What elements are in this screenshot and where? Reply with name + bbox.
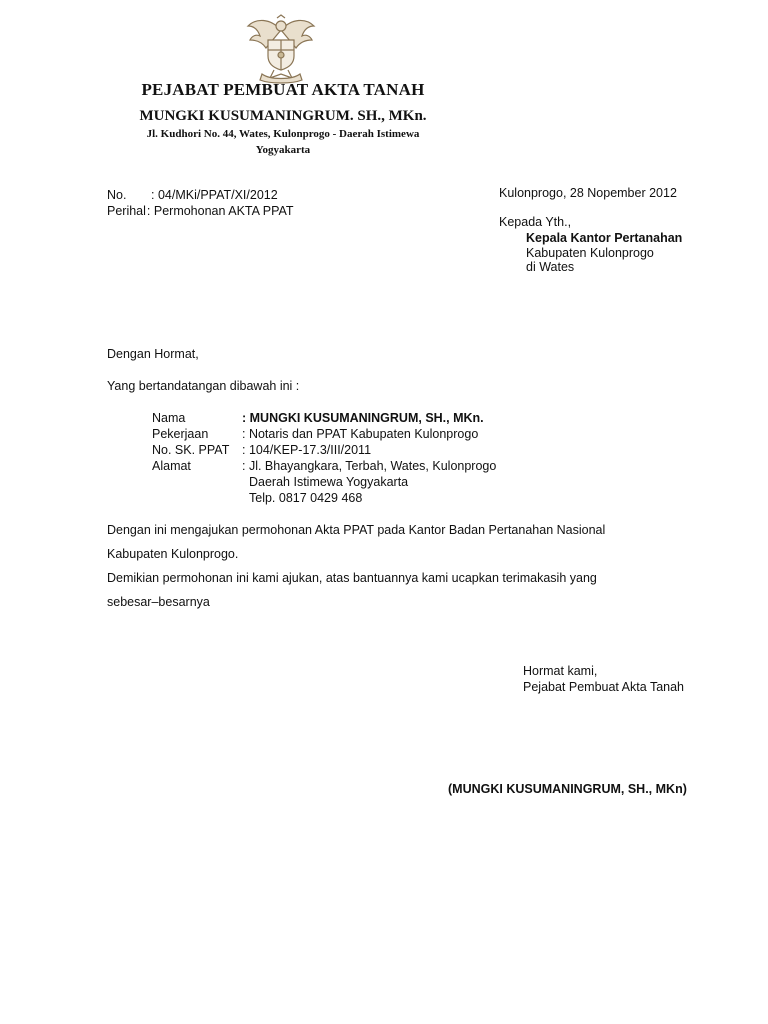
reference-subject-label: Perihal [107,204,146,218]
detail-label: Alamat [152,459,191,473]
recipient-line3: di Wates [526,260,575,274]
detail-label: Nama [152,411,186,425]
detail-row-name [152,410,484,426]
letterhead-address-line1: Jl. Kudhori No. 44, Wates, Kulonprogo - Daerah Istimewa [146,128,420,140]
signed-below-intro: Yang bertandatangan dibawah ini : [107,379,300,393]
recipient-intro: Kepada Yth., [499,215,572,229]
body-line: Kabupaten Kulonprogo. [107,547,239,561]
reference-subject [107,203,294,219]
detail-label: Pekerjaan [152,427,209,441]
closing-position: Pejabat Pembuat Akta Tanah [523,680,684,694]
closing-signatory: (MUNGKI KUSUMANINGRUM, SH., MKn) [448,782,687,796]
reference-no [107,187,278,203]
body-line: sebesar–besarnya [107,595,210,609]
address-phone: Telp. 0817 0429 468 [249,491,363,505]
reference-no-label: No. [107,188,127,202]
detail-value: : Jl. Bhayangkara, Terbah, Wates, Kulonprogo [242,459,497,473]
detail-row-address [152,458,496,474]
reference-subject-value: : Permohonan AKTA PPAT [146,204,294,218]
body-line: Dengan ini mengajukan permohonan Akta PPAT pada Kantor Badan Pertanahan Nasional [107,523,606,537]
garuda-emblem-icon [244,14,318,84]
body-line: Demikian permohonan ini kami ajukan, atas bantuannya kami ucapkan terimakasih yang [107,571,597,585]
detail-label: No. SK. PPAT [152,443,230,457]
place-date: Kulonprogo, 28 Nopember 2012 [499,186,677,200]
letterhead-address-line2: Yogyakarta [255,144,311,156]
closing-regards: Hormat kami, [523,664,598,678]
address-continuation: Daerah Istimewa Yogyakarta [249,475,409,489]
detail-value: : Notaris dan PPAT Kabupaten Kulonprogo [242,427,479,441]
letterhead-name: MUNGKI KUSUMANINGRUM. SH., MKn. [139,108,427,124]
recipient-line1: Kepala Kantor Pertanahan [526,231,683,245]
detail-row-occupation [152,426,478,442]
detail-value: : 104/KEP-17.3/III/2011 [242,443,372,457]
greeting: Dengan Hormat, [107,347,199,361]
reference-no-value: : 04/MKi/PPAT/XI/2012 [151,188,278,202]
letterhead-title: PEJABAT PEMBUAT AKTA TANAH [141,80,425,99]
detail-value: : MUNGKI KUSUMANINGRUM, SH., MKn. [242,411,484,425]
recipient-line2: Kabupaten Kulonprogo [526,246,654,260]
detail-row-sk-ppat [152,442,371,458]
